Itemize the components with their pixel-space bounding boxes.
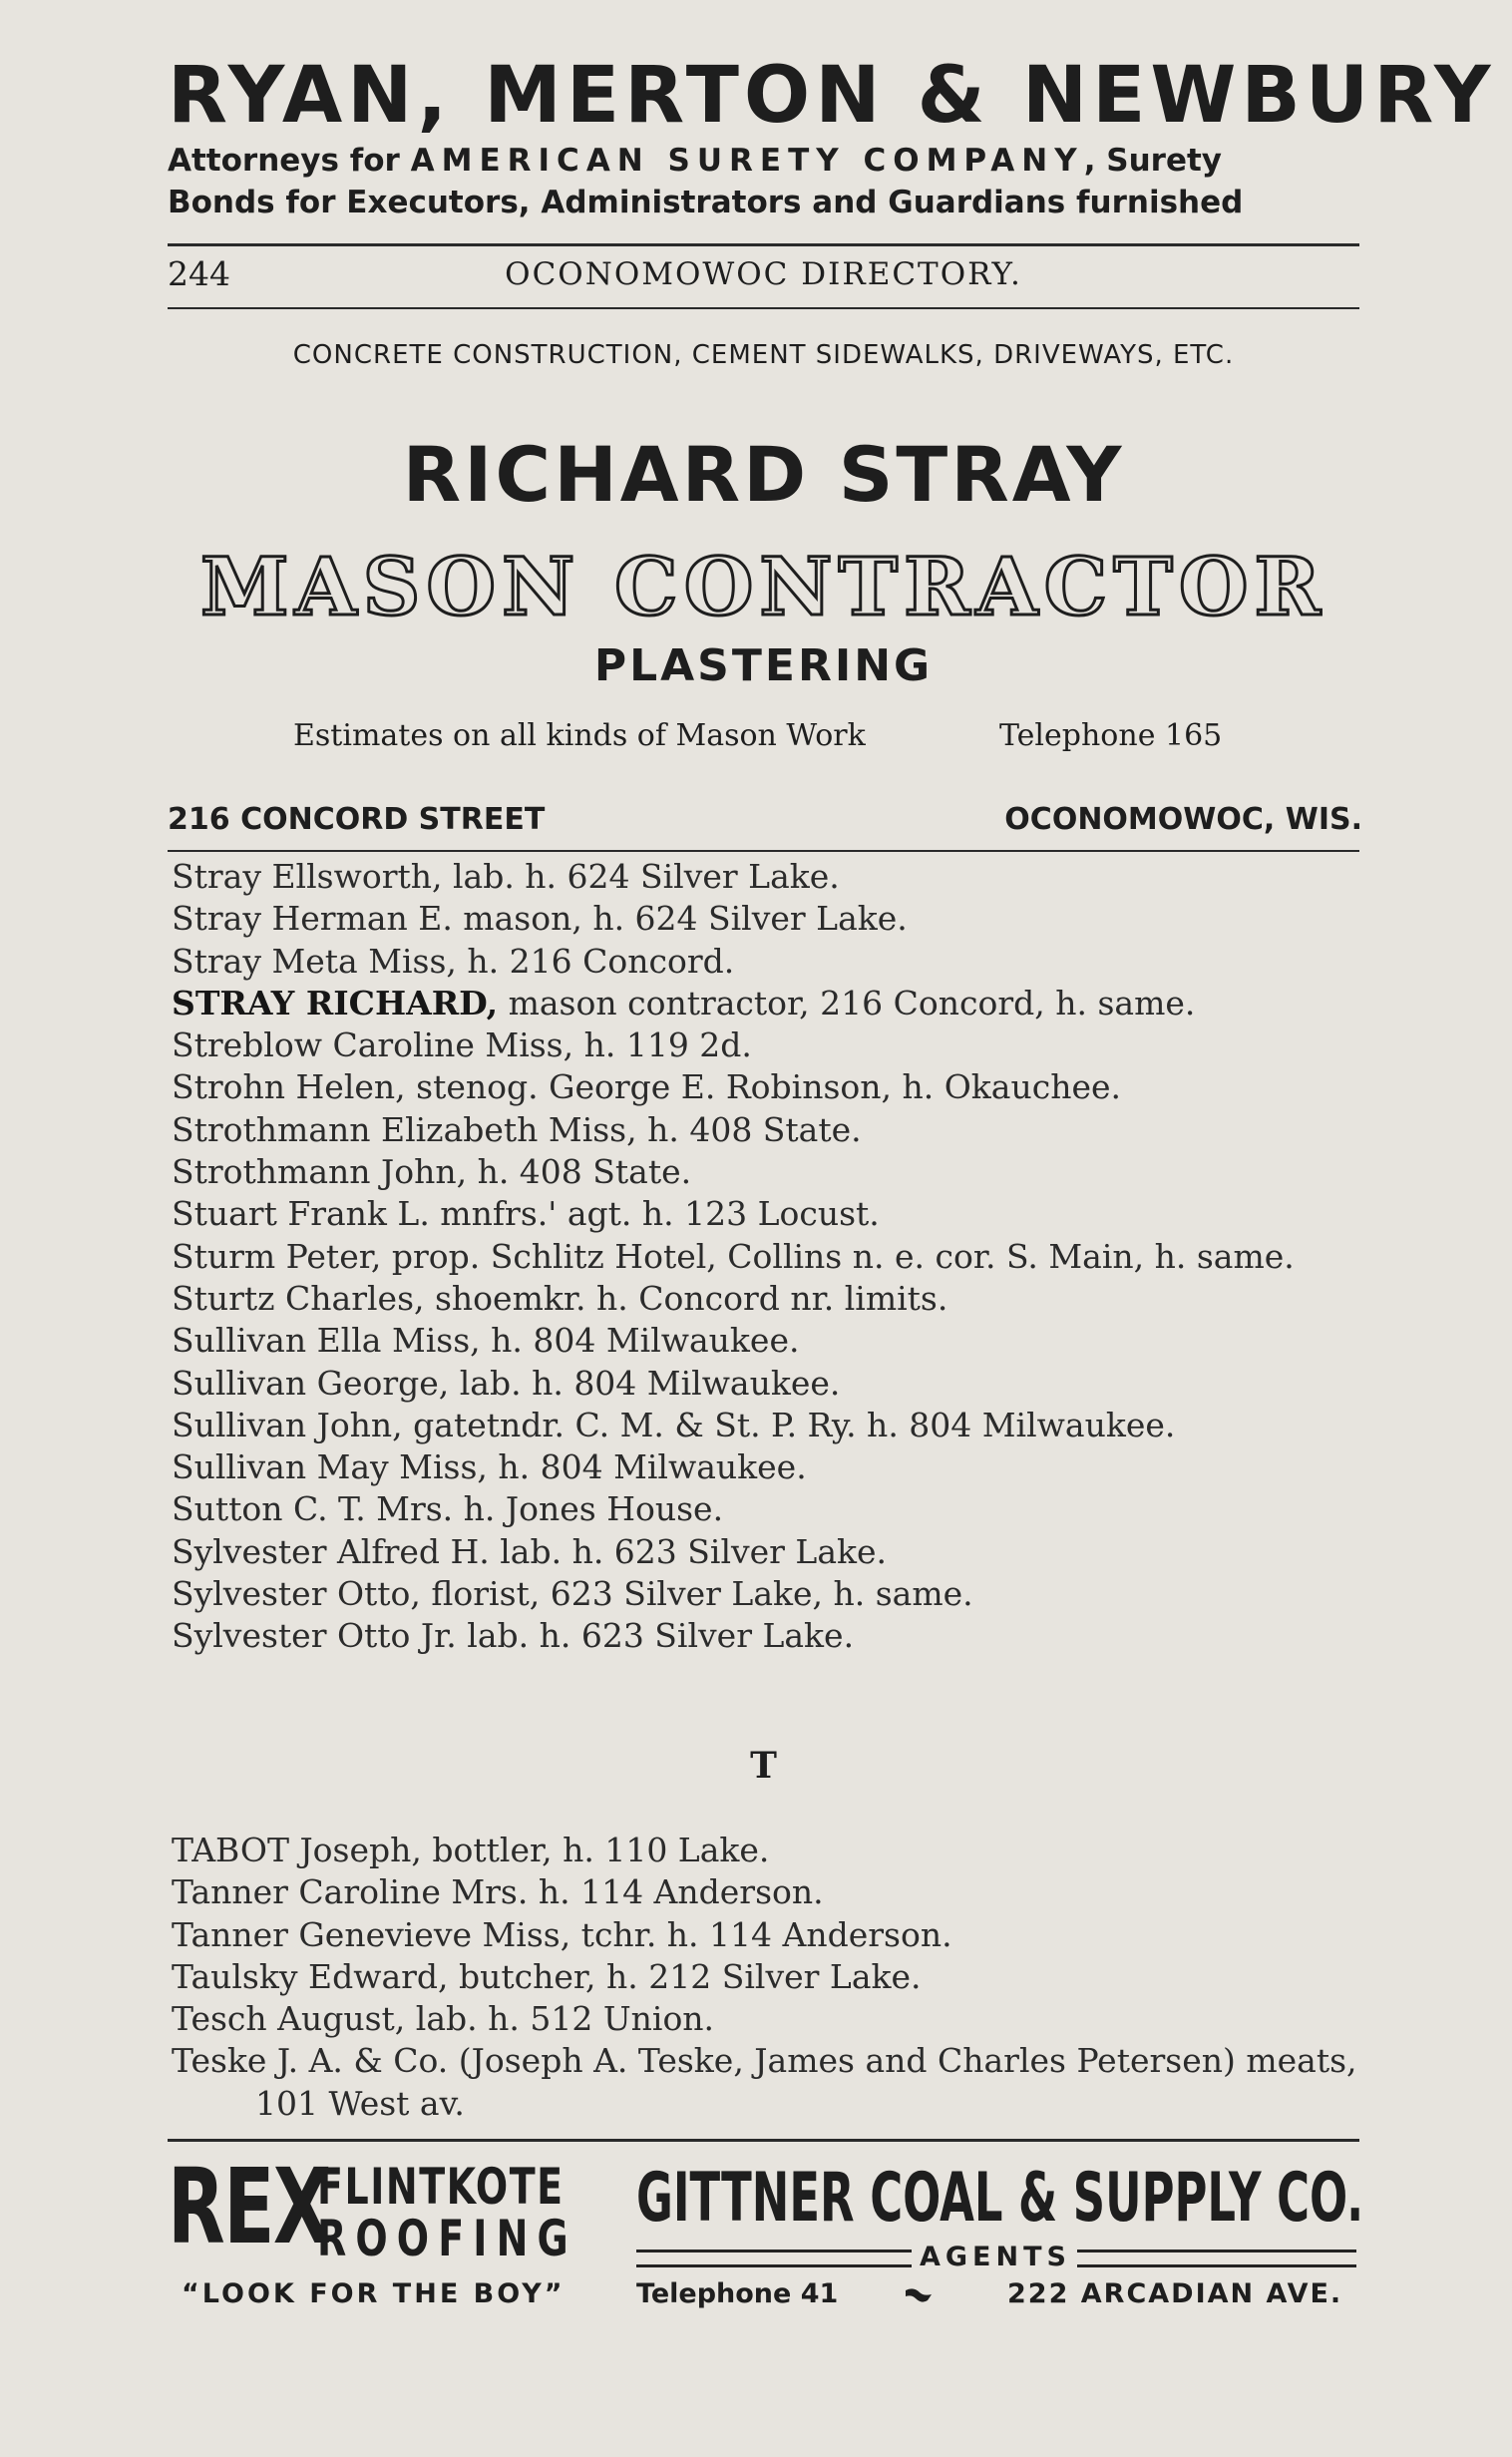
law-firm-line-1c: , Surety <box>1083 143 1222 179</box>
coal-company-address: 222 ARCADIAN AVE. <box>1007 2278 1343 2309</box>
running-head <box>168 251 1359 297</box>
header-top-rule <box>168 243 1359 246</box>
listing-entry: Sullivan John, gatetndr. C. M. & St. P. Ry. h. 804 Milwaukee. <box>172 1405 1176 1444</box>
stray-ad-trade: MASON CONTRACTOR <box>199 540 1326 633</box>
section-letter: T <box>750 1745 777 1787</box>
listing-entry: TABOT Joseph, bottler, h. 110 Lake. <box>172 1831 770 1869</box>
listing-entry: Tanner Genevieve Miss, tchr. h. 114 Anderson. <box>172 1914 952 1954</box>
coal-company-name: GITTNER COAL & SUPPLY CO. <box>636 2159 1364 2238</box>
listing-entry: Sullivan George, lab. h. 804 Milwaukee. <box>172 1363 841 1403</box>
listing-entry: Sullivan May Miss, h. 804 Milwaukee. <box>172 1447 807 1487</box>
listing-entry-name: STRAY RICHARD, <box>172 983 499 1023</box>
stray-ad-estimates: Estimates on all kinds of Mason Work <box>293 718 866 753</box>
listing-entry: Stray Meta Miss, h. 216 Concord. <box>172 941 735 981</box>
stray-ad-telephone: Telephone 165 <box>999 718 1223 753</box>
listing-entry: Strothmann John, h. 408 State. <box>172 1152 692 1192</box>
stray-ad-tagline: CONCRETE CONSTRUCTION, CEMENT SIDEWALKS, DRIVEWAYS, ETC. <box>292 340 1235 370</box>
listing-entry <box>172 983 1368 1024</box>
rex-brand: REX <box>168 2146 330 2267</box>
listing-entry: Stray Herman E. mason, h. 624 Silver Lake. <box>172 899 908 939</box>
listing-entry: Sturm Peter, prop. Schlitz Hotel, Collins n. e. cor. S. Main, h. same. <box>172 1236 1295 1276</box>
listing-entry: Teske J. A. & Co. (Joseph A. Teske, James and Charles Petersen) meats, 101 West av. <box>172 2041 1357 2123</box>
ornament-icon <box>904 2284 934 2306</box>
listing-entry: Sylvester Otto, florist, 623 Silver Lake, h. same. <box>172 1574 973 1614</box>
listing-entry-detail: mason contractor, 216 Concord, h. same. <box>498 983 1196 1023</box>
law-firm-line-1 <box>168 140 1359 182</box>
stray-ad-street: 216 CONCORD STREET <box>168 802 546 837</box>
agents-row <box>636 2241 1356 2274</box>
listing-entry: Sylvester Alfred H. lab. h. 623 Silver Lake. <box>172 1531 888 1571</box>
coal-supply-advertisement <box>168 2146 1364 2314</box>
page-number: 244 <box>168 254 230 293</box>
listing-entry: Stuart Frank L. mnfrs.' agt. h. 123 Locust. <box>172 1194 880 1234</box>
listing-entry: Tesch August, lab. h. 512 Union. <box>172 1999 715 2039</box>
listing-s <box>172 856 1368 1658</box>
listing-entry: Stray Ellsworth, lab. h. 624 Silver Lake. <box>172 857 840 896</box>
listing-entry: Sylvester Otto Jr. lab. h. 623 Silver Lake. <box>172 1616 855 1656</box>
law-firm-advertisement <box>168 51 1496 223</box>
listing-entry: Sturtz Charles, shoemkr. h. Concord nr. limits. <box>172 1278 948 1318</box>
listing-entry: Tanner Caroline Mrs. h. 114 Anderson. <box>172 1872 824 1912</box>
directory-title: OCONOMOWOC DIRECTORY. <box>505 256 1022 292</box>
agents-left-rule <box>636 2250 912 2267</box>
stray-ad-city: OCONOMOWOC, WIS. <box>1004 802 1362 837</box>
listing-entry: Sullivan Ella Miss, h. 804 Milwaukee. <box>172 1321 800 1361</box>
surety-company-name: AMERICAN SURETY COMPANY <box>410 143 1084 179</box>
listing-entry: Strohn Helen, stenog. George E. Robinson, h. Okauchee. <box>172 1067 1122 1107</box>
law-firm-line-2: Bonds for Executors, Administrators and Guardians furnished <box>168 185 1244 220</box>
roofing-label: ROOFING <box>317 2210 577 2267</box>
agents-label: AGENTS <box>920 2242 1071 2272</box>
listing-entry: Sutton C. T. Mrs. h. Jones House. <box>172 1489 724 1529</box>
agents-right-rule <box>1077 2250 1356 2267</box>
listing-t <box>172 1830 1368 2125</box>
stray-ad-bottom-rule <box>168 850 1359 852</box>
flintkote-brand: FLINTKOTE <box>317 2158 565 2216</box>
law-firm-line-1a: Attorneys for <box>168 143 411 179</box>
stray-ad-name: RICHARD STRAY <box>402 430 1125 519</box>
listing-entry: Streblow Caroline Miss, h. 119 2d. <box>172 1025 752 1065</box>
header-bottom-rule <box>168 307 1359 309</box>
coal-company-telephone: Telephone 41 <box>636 2278 839 2309</box>
listing-entry: Strothmann Elizabeth Miss, h. 408 State. <box>172 1109 862 1149</box>
rex-slogan: “LOOK FOR THE BOY” <box>182 2278 566 2309</box>
footer-ad-rule <box>168 2139 1359 2142</box>
listing-entry: Taulsky Edward, butcher, h. 212 Silver Lake. <box>172 1956 922 1996</box>
law-firm-name: RYAN, MERTON & NEWBURY <box>168 51 1496 141</box>
stray-ad-specialty: PLASTERING <box>593 640 934 691</box>
